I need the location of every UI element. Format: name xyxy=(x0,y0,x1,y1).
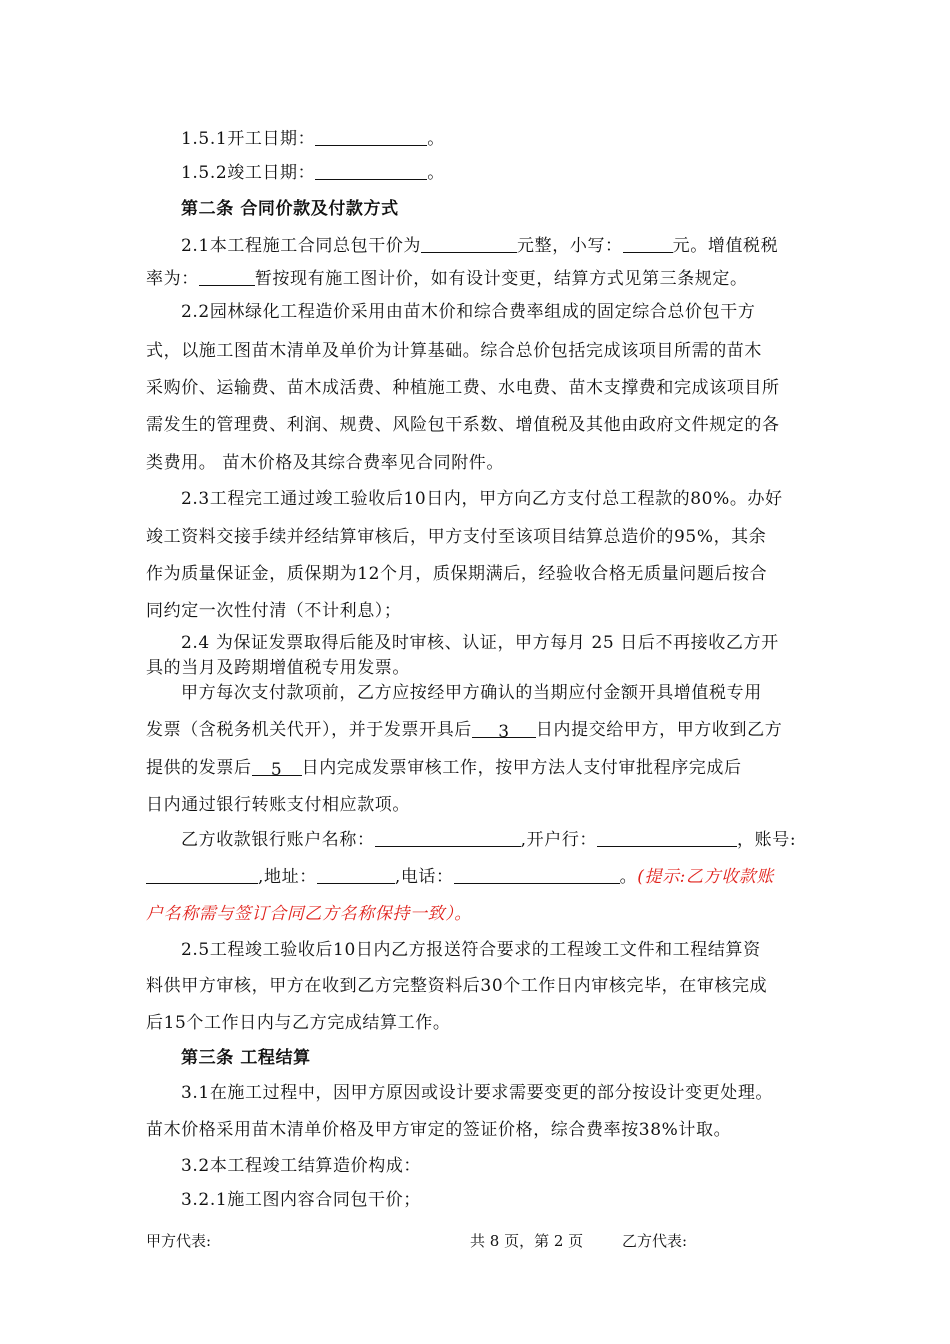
clause-2-1-line2: 率为： 暂按现有施工图计价，如有设计变更，结算方式见第三条规定。 xyxy=(146,269,748,289)
clause-1-5-2: 1.5.2竣工日期： 。 xyxy=(181,163,445,183)
footer-party-a: 甲方代表: xyxy=(146,1232,212,1250)
clause-2-2-line5: 类费用。 苗木价格及其综合费率见合同附件。 xyxy=(146,453,505,473)
bank-line1: 乙方收款银行账户名称： ,开户行： ，账号: xyxy=(181,830,797,850)
heading-article-2: 第二条 合同价款及付款方式 xyxy=(181,199,399,219)
clause-2-2-line4: 需发生的管理费、利润、规费、风险包干系数、增值税及其他由政府文件规定的各 xyxy=(146,415,780,435)
clause-2-5-line1: 2.5工程竣工验收后10日内乙方报送符合要求的工程竣工文件和工程结算资 xyxy=(181,940,761,960)
address-blank[interactable] xyxy=(317,867,395,884)
clause-3-1-line2: 苗木价格采用苗木清单价格及甲方审定的签证价格，综合费率按38%计取。 xyxy=(146,1120,732,1140)
start-date-blank[interactable] xyxy=(315,129,427,146)
clause-2-2-line3: 采购价、运输费、苗木成活费、种植施工费、水电费、苗木支撑费和完成该项目所 xyxy=(146,378,780,398)
clause-2-2-line1: 2.2园林绿化工程造价采用由苗木价和综合费率组成的固定综合总价包干方 xyxy=(181,302,756,322)
clause-2-1-line1: 2.1本工程施工合同总包干价为 元整，小写： 元。增值税税 xyxy=(181,236,779,256)
bank-branch-blank[interactable] xyxy=(597,830,737,847)
clause-2-5-line2: 料供甲方审核，甲方在收到乙方完整资料后30个工作日内审核完毕，在审核完成 xyxy=(146,976,768,996)
clause-3-2: 3.2本工程竣工结算造价构成： xyxy=(181,1156,422,1176)
footer-party-b: 乙方代表: xyxy=(622,1232,688,1250)
total-price-blank[interactable] xyxy=(421,236,517,253)
bank-line2: ,地址： ,电话： 。(提示:乙方收款账 xyxy=(146,866,816,888)
phone-blank[interactable] xyxy=(454,867,620,884)
tax-rate-blank[interactable] xyxy=(199,269,255,286)
invoice-line2: 发票（含税务机关代开），并于发票开具后 3 日内提交给甲方，甲方收到乙方 xyxy=(146,720,783,742)
invoice-line3: 提供的发票后 5 日内完成发票审核工作，按甲方法人支付审批程序完成后 xyxy=(146,758,742,780)
account-number-blank[interactable] xyxy=(146,867,258,884)
hint-text-line1: (提示:乙方收款账 xyxy=(637,867,774,887)
invoice-line1: 甲方每次支付款项前，乙方应按经甲方确认的当期应付金额开具增值税专用 xyxy=(181,683,762,703)
clause-2-3-line1: 2.3工程完工通过竣工验收后10日内，甲方向乙方支付总工程款的80%。办好 xyxy=(181,489,783,509)
clause-3-1-line1: 3.1在施工过程中，因甲方原因或设计要求需要变更的部分按设计变更处理。 xyxy=(181,1083,774,1103)
clause-2-3-line3: 作为质量保证金，质保期为12个月，质保期满后，经验收合格无质量问题后按合 xyxy=(146,564,768,584)
heading-article-3: 第三条 工程结算 xyxy=(181,1048,311,1068)
clause-2-5-line3: 后15个工作日内与乙方完成结算工作。 xyxy=(146,1013,451,1033)
completion-date-blank[interactable] xyxy=(315,163,427,180)
invoice-days-blank[interactable]: 3 xyxy=(472,721,536,738)
clause-2-4-line2: 具的当月及跨期增值税专用发票。 xyxy=(146,658,410,678)
account-name-blank[interactable] xyxy=(375,830,521,847)
footer-page-info: 共 8 页，第 2 页 xyxy=(470,1232,584,1250)
total-price-numeric-blank[interactable] xyxy=(623,236,673,253)
invoice-line4: 日内通过银行转账支付相应款项。 xyxy=(146,795,410,815)
clause-3-2-1: 3.2.1施工图内容合同包干价； xyxy=(181,1190,421,1210)
hint-text-line2: 户名称需与签订合同乙方名称保持一致）。 xyxy=(146,904,472,924)
clause-2-3-line2: 竣工资料交接手续并经结算审核后，甲方支付至该项目结算总造价的95%，其余 xyxy=(146,527,767,547)
clause-2-4-line1: 2.4 为保证发票取得后能及时审核、认证，甲方每月 25 日后不再接收乙方开 xyxy=(181,633,779,653)
review-days-blank[interactable]: 5 xyxy=(252,759,302,776)
clause-2-3-line4: 同约定一次性付清（不计利息）； xyxy=(146,601,402,621)
clause-1-5-1: 1.5.1开工日期： 。 xyxy=(181,129,445,149)
clause-2-2-line2: 式，以施工图苗木清单及单价为计算基础。综合总价包括完成该项目所需的苗木 xyxy=(146,341,762,361)
